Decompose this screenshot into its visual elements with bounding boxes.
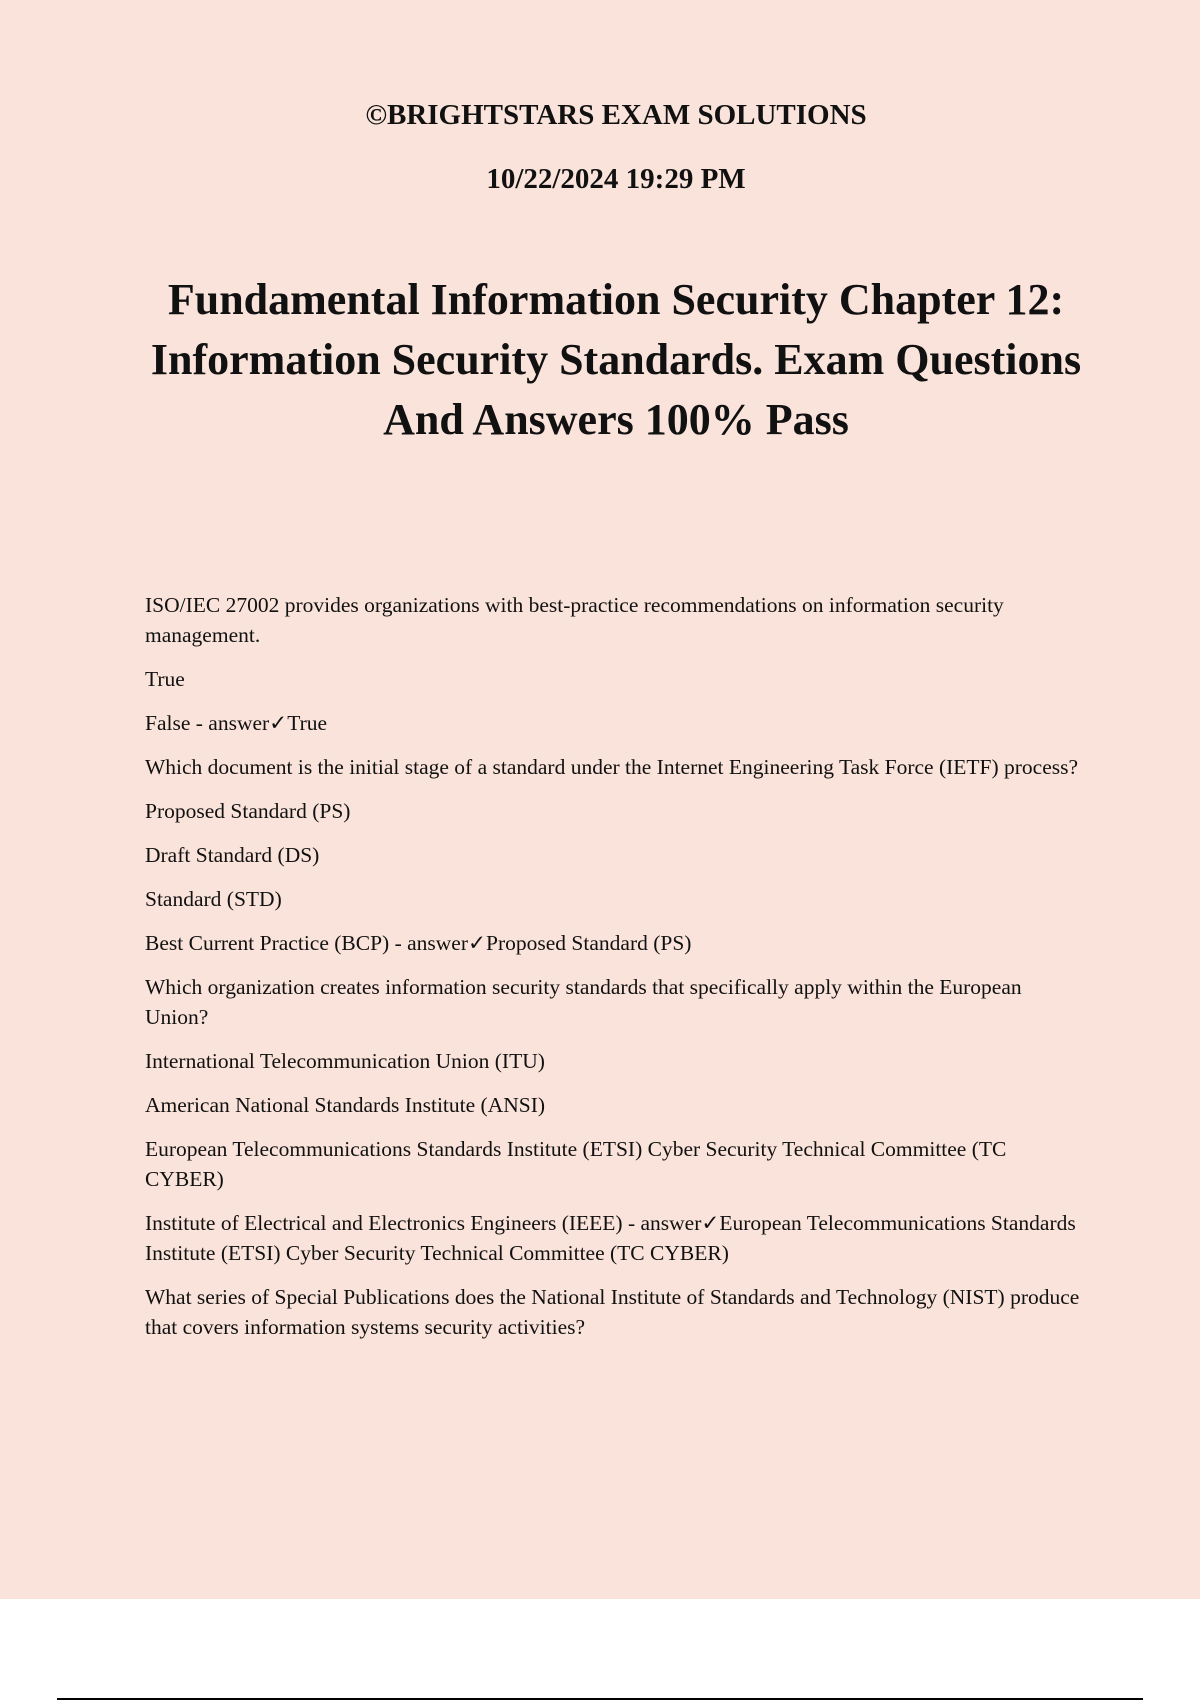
option-ieee-answer: Institute of Electrical and Electronics Engineers (IEEE) - answer✓European Telecommunications Standards Institute (ETSI) Cyber Security Technical Committee (TC CYBER) [145,1211,1076,1265]
option-bcp-answer: Best Current Practice (BCP) - answer✓Proposed Standard (PS) [145,931,692,955]
option-ansi: American National Standards Institute (ANSI) [145,1093,546,1117]
option-true: True [145,667,185,691]
option-itu: International Telecommunication Union (ITU) [145,1049,545,1073]
question-1: ISO/IEC 27002 provides organizations with best-practice recommendations on information security management. [145,593,1004,647]
question-2: Which document is the initial stage of a standard under the Internet Engineering Task Force (IETF) process? [145,755,1079,779]
option-standard: Standard (STD) [145,887,282,911]
option-false-answer: False - answer✓True [145,711,328,735]
qa-content [145,590,1085,1356]
date-header: 10/22/2024 19:29 PM [486,163,746,195]
question-4: What series of Special Publications does the National Institute of Standards and Technology (NIST) produce that covers information systems security activities? [145,1285,1080,1339]
option-proposed-standard: Proposed Standard (PS) [145,799,351,823]
option-draft-standard: Draft Standard (DS) [145,843,320,867]
option-etsi: European Telecommunications Standards Institute (ETSI) Cyber Security Technical Committee (TC CYBER) [145,1137,1007,1191]
question-3: Which organization creates information security standards that specifically apply within the European Union? [145,975,1022,1029]
document-title: Fundamental Information Security Chapter 12: Information Security Standards. Exam Questions And Answers 100% Pass [150,275,1082,444]
brand-header: ©BRIGHTSTARS EXAM SOLUTIONS [365,99,867,131]
